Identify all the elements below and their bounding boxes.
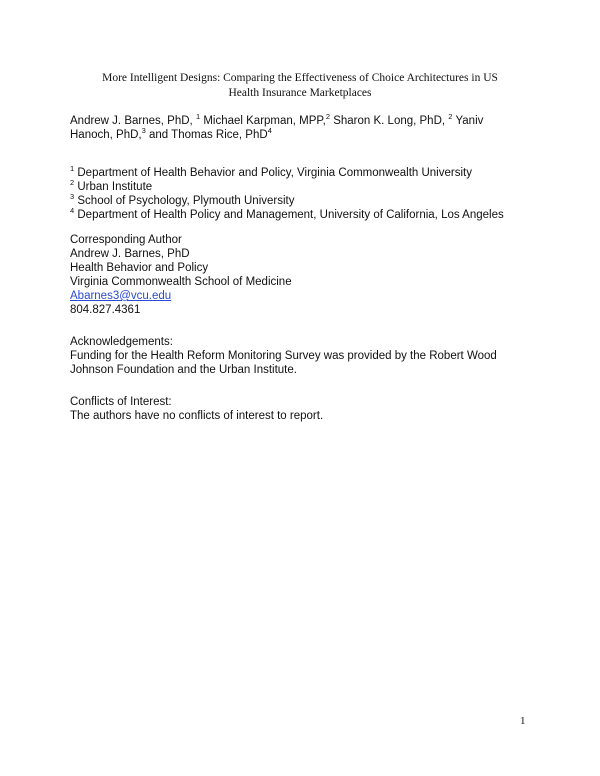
conflicts-block <box>70 395 530 423</box>
acknowledgements-block <box>70 335 530 377</box>
author-2: Michael Karpman, MPP, <box>203 115 326 127</box>
affiliation-text: Department of Health Policy and Management, University of California, Los Angeles <box>77 209 504 221</box>
title-line-1: More Intelligent Designs: Comparing the Effectiveness of Choice Architectures in US <box>102 72 498 84</box>
acknowledgements-text: Funding for the Health Reform Monitoring Survey was provided by the Robert Wood Johnson Foundation and the Urban Institute. <box>70 350 497 376</box>
affiliation-number: 4 <box>70 206 75 216</box>
affiliation-item <box>70 180 530 194</box>
affiliation-item <box>70 208 530 222</box>
corresponding-department: Health Behavior and Policy <box>70 262 209 274</box>
affiliation-number: 1 <box>70 164 75 174</box>
author-list <box>70 114 510 142</box>
corresponding-school: Virginia Commonwealth School of Medicine <box>70 276 292 288</box>
author-5-affiliation: 4 <box>267 126 272 136</box>
email-link[interactable]: Abarnes3@vcu.edu <box>70 290 172 302</box>
acknowledgements-heading: Acknowledgements: <box>70 336 173 348</box>
affiliation-list <box>70 166 530 222</box>
conflicts-heading: Conflicts of Interest: <box>70 396 172 408</box>
corresponding-phone: 804.827.4361 <box>70 304 141 316</box>
affiliation-text: Department of Health Behavior and Policy, Virginia Commonwealth University <box>77 167 472 179</box>
page-number: 1 <box>520 715 526 727</box>
author-3-affiliation: 2 <box>448 112 453 122</box>
affiliation-text: Urban Institute <box>77 181 153 193</box>
author-2-affiliation: 2 <box>325 112 330 122</box>
affiliation-item <box>70 194 530 208</box>
corresponding-heading: Corresponding Author <box>70 234 182 246</box>
paper-title <box>70 71 530 101</box>
affiliation-number: 3 <box>70 192 75 202</box>
author-5-prefix: and <box>148 129 169 141</box>
affiliation-item <box>70 166 530 180</box>
author-4-affiliation: 3 <box>141 126 146 136</box>
corresponding-author-block <box>70 233 530 317</box>
author-4: Yaniv Hanoch, PhD, <box>70 115 484 141</box>
conflicts-text: The authors have no conflicts of interest to report. <box>70 410 324 422</box>
author-1-affiliation: 1 <box>195 112 201 122</box>
affiliation-number: 2 <box>70 178 75 188</box>
author-5: Thomas Rice, PhD <box>171 129 268 141</box>
author-3: Sharon K. Long, PhD, <box>333 115 446 127</box>
author-1: Andrew J. Barnes, PhD, <box>70 115 193 127</box>
title-line-2: Health Insurance Marketplaces <box>228 87 372 99</box>
affiliation-text: School of Psychology, Plymouth University <box>77 195 295 207</box>
corresponding-name: Andrew J. Barnes, PhD <box>70 248 190 260</box>
